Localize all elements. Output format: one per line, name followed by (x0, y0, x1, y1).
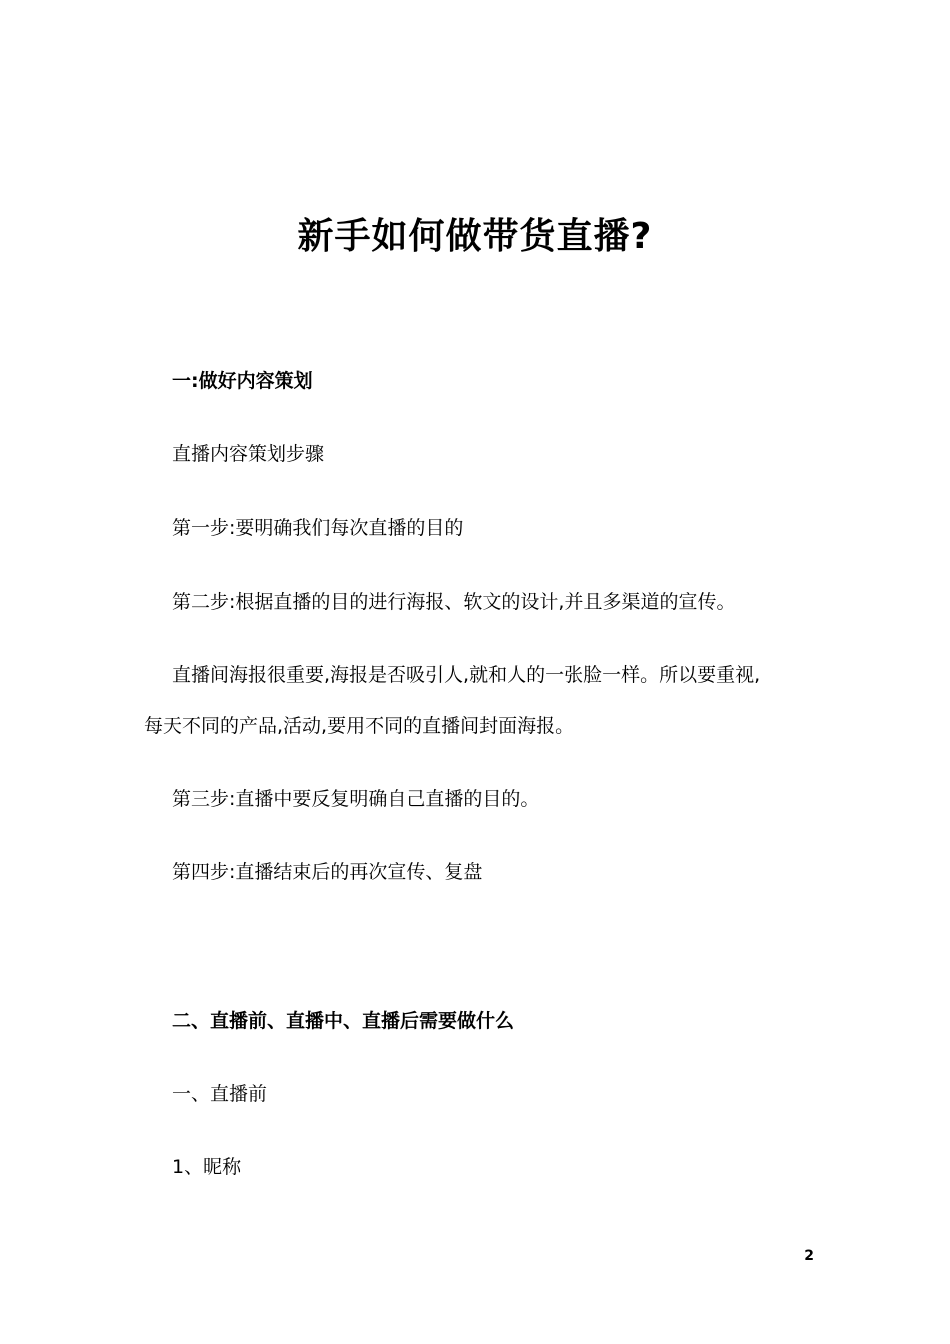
list-item-nickname: 1、昵称 (172, 1156, 242, 1178)
step-1: 第一步:要明确我们每次直播的目的 (172, 517, 464, 539)
section1-subheading: 直播内容策划步骤 (172, 443, 325, 465)
poster-paragraph-line-2: 每天不同的产品,活动,要用不同的直播间封面海报。 (144, 715, 575, 737)
poster-paragraph-line-1: 直播间海报很重要,海报是否吸引人,就和人的一张脸一样。所以要重视, (172, 664, 761, 686)
step-3: 第三步:直播中要反复明确自己直播的目的。 (172, 788, 540, 810)
page-number: 2 (804, 1248, 814, 1264)
document-title: 新手如何做带货直播? (297, 216, 653, 257)
section2-subheading: 一、直播前 (172, 1083, 268, 1105)
step-4: 第四步:直播结束后的再次宣传、复盘 (172, 861, 483, 883)
section1-heading: 一:做好内容策划 (172, 370, 313, 392)
step-2: 第二步:根据直播的目的进行海报、软文的设计,并且多渠道的宣传。 (172, 591, 736, 613)
section2-heading: 二、直播前、直播中、直播后需要做什么 (172, 1010, 515, 1032)
